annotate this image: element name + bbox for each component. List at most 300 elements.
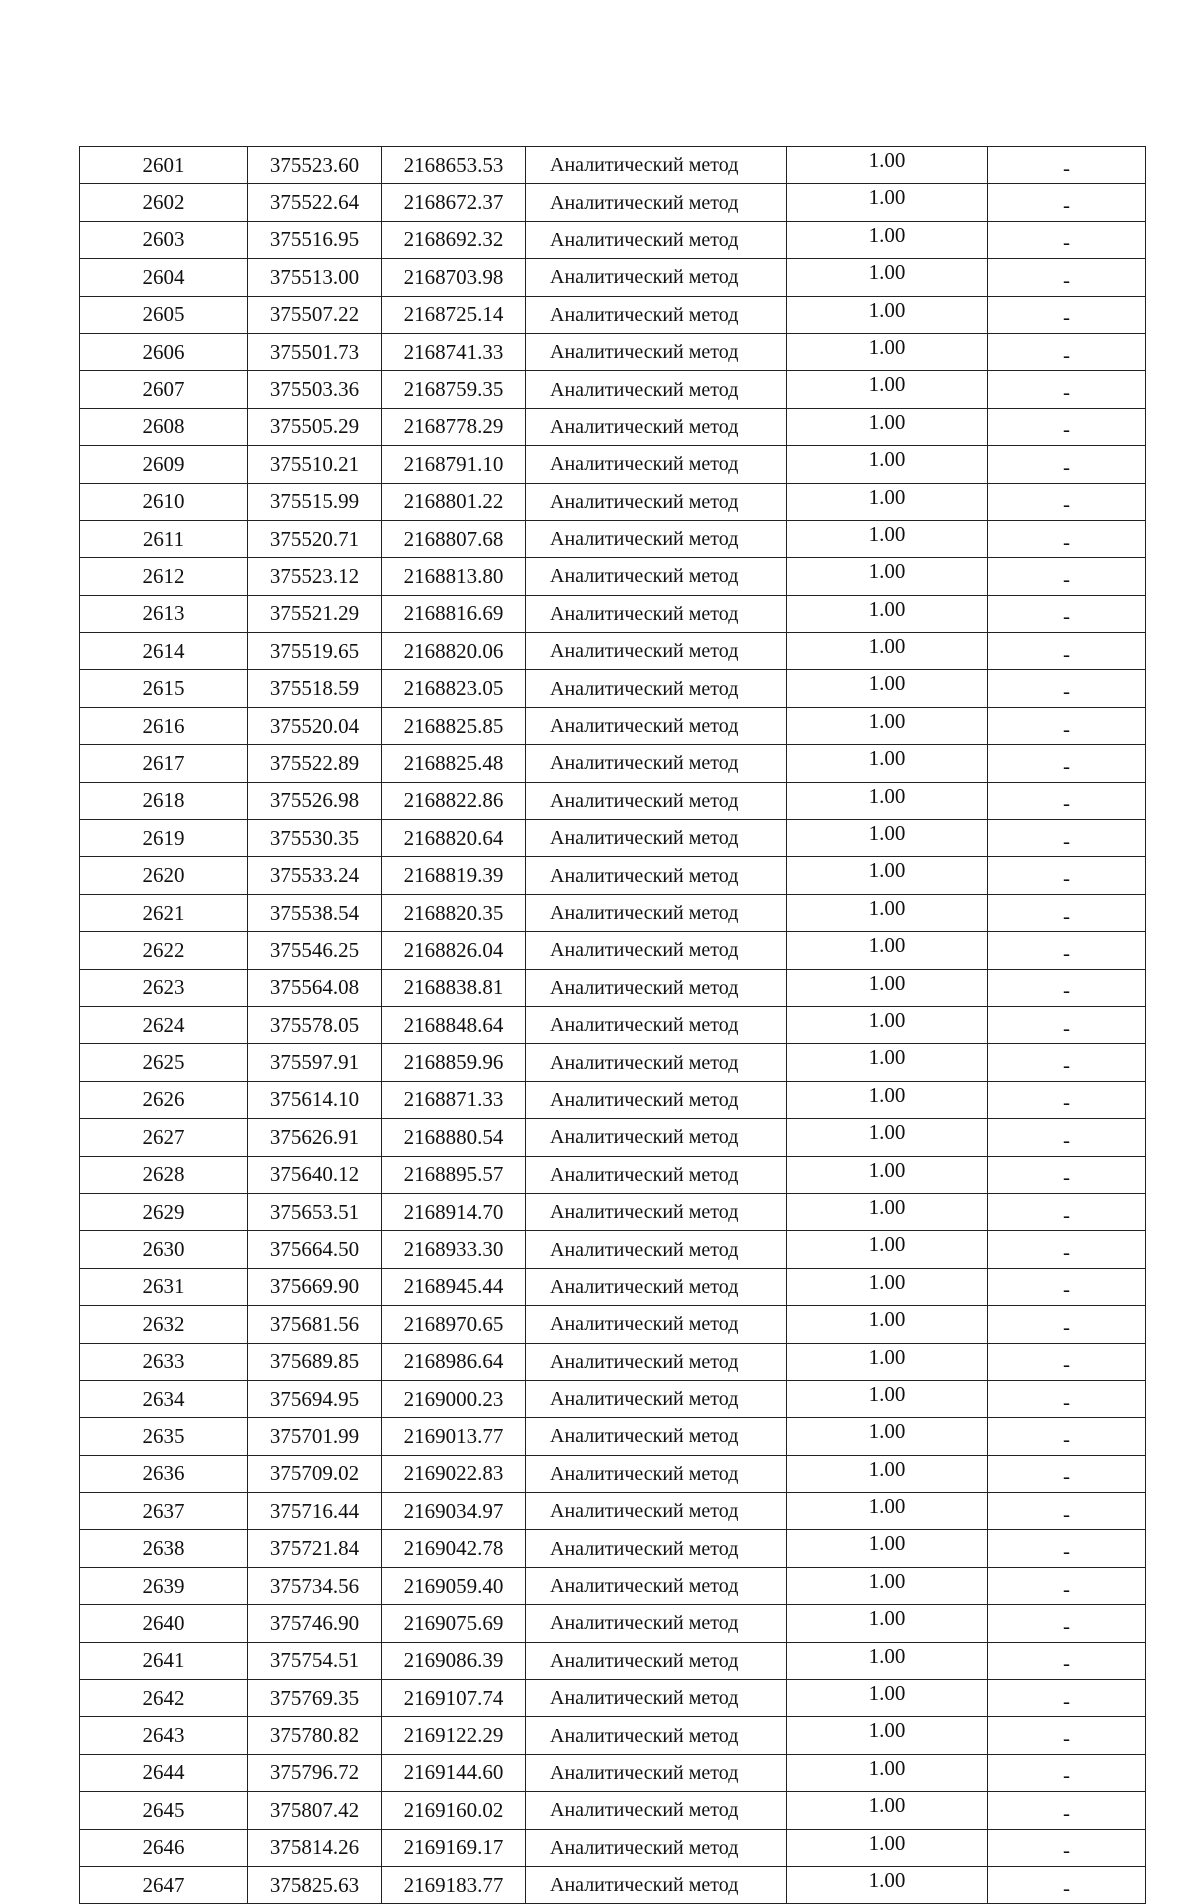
method-cell: Аналитический метод: [526, 1268, 787, 1305]
point-number-cell: 2638: [80, 1530, 248, 1567]
y-coordinate-cell: 2168820.35: [382, 894, 526, 931]
table-row: [80, 1006, 1146, 1043]
x-coordinate-cell: 375578.05: [248, 1006, 382, 1043]
y-coordinate-cell: 2169169.17: [382, 1829, 526, 1866]
x-coordinate-cell: 375701.99: [248, 1418, 382, 1455]
accuracy-cell: 1.00: [787, 1754, 988, 1791]
note-cell: -: [988, 745, 1146, 782]
note-cell: -: [988, 221, 1146, 258]
point-number-cell: 2632: [80, 1306, 248, 1343]
point-number-cell: 2612: [80, 558, 248, 595]
accuracy-cell: 1.00: [787, 1567, 988, 1604]
note-cell: -: [988, 184, 1146, 221]
x-coordinate-cell: 375564.08: [248, 969, 382, 1006]
x-coordinate-cell: 375597.91: [248, 1044, 382, 1081]
table-row: [80, 1680, 1146, 1717]
note-cell: -: [988, 1567, 1146, 1604]
note-cell: -: [988, 1829, 1146, 1866]
point-number-cell: 2611: [80, 520, 248, 557]
x-coordinate-cell: 375734.56: [248, 1567, 382, 1604]
table-row: [80, 1717, 1146, 1754]
note-cell: -: [988, 371, 1146, 408]
point-number-cell: 2631: [80, 1268, 248, 1305]
point-number-cell: 2620: [80, 857, 248, 894]
y-coordinate-cell: 2168813.80: [382, 558, 526, 595]
y-coordinate-cell: 2168986.64: [382, 1343, 526, 1380]
x-coordinate-cell: 375520.71: [248, 520, 382, 557]
x-coordinate-cell: 375518.59: [248, 670, 382, 707]
y-coordinate-cell: 2168933.30: [382, 1231, 526, 1268]
y-coordinate-cell: 2169059.40: [382, 1567, 526, 1604]
accuracy-cell: 1.00: [787, 1268, 988, 1305]
note-cell: -: [988, 820, 1146, 857]
method-cell: Аналитический метод: [526, 259, 787, 296]
y-coordinate-cell: 2168945.44: [382, 1268, 526, 1305]
note-cell: -: [988, 1343, 1146, 1380]
note-cell: -: [988, 558, 1146, 595]
x-coordinate-cell: 375530.35: [248, 820, 382, 857]
x-coordinate-cell: 375626.91: [248, 1119, 382, 1156]
accuracy-cell: 1.00: [787, 1044, 988, 1081]
accuracy-cell: 1.00: [787, 1866, 988, 1903]
method-cell: Аналитический метод: [526, 1530, 787, 1567]
note-cell: -: [988, 1306, 1146, 1343]
x-coordinate-cell: 375523.60: [248, 147, 382, 184]
method-cell: Аналитический метод: [526, 446, 787, 483]
table-row: [80, 595, 1146, 632]
x-coordinate-cell: 375746.90: [248, 1605, 382, 1642]
note-cell: -: [988, 857, 1146, 894]
accuracy-cell: 1.00: [787, 296, 988, 333]
y-coordinate-cell: 2168692.32: [382, 221, 526, 258]
x-coordinate-cell: 375516.95: [248, 221, 382, 258]
method-cell: Аналитический метод: [526, 1493, 787, 1530]
method-cell: Аналитический метод: [526, 595, 787, 632]
table-row: [80, 1455, 1146, 1492]
accuracy-cell: 1.00: [787, 483, 988, 520]
y-coordinate-cell: 2168825.85: [382, 707, 526, 744]
note-cell: -: [988, 1418, 1146, 1455]
table-row: [80, 1081, 1146, 1118]
method-cell: Аналитический метод: [526, 1193, 787, 1230]
method-cell: Аналитический метод: [526, 1156, 787, 1193]
note-cell: -: [988, 408, 1146, 445]
y-coordinate-cell: 2168871.33: [382, 1081, 526, 1118]
point-number-cell: 2619: [80, 820, 248, 857]
accuracy-cell: 1.00: [787, 371, 988, 408]
note-cell: -: [988, 1380, 1146, 1417]
accuracy-cell: 1.00: [787, 1343, 988, 1380]
note-cell: -: [988, 1493, 1146, 1530]
table-row: [80, 1530, 1146, 1567]
point-number-cell: 2606: [80, 333, 248, 370]
accuracy-cell: 1.00: [787, 1006, 988, 1043]
method-cell: Аналитический метод: [526, 408, 787, 445]
note-cell: -: [988, 1866, 1146, 1903]
method-cell: Аналитический метод: [526, 932, 787, 969]
method-cell: Аналитический метод: [526, 1343, 787, 1380]
accuracy-cell: 1.00: [787, 1455, 988, 1492]
x-coordinate-cell: 375523.12: [248, 558, 382, 595]
method-cell: Аналитический метод: [526, 1119, 787, 1156]
point-number-cell: 2629: [80, 1193, 248, 1230]
method-cell: Аналитический метод: [526, 1231, 787, 1268]
y-coordinate-cell: 2168778.29: [382, 408, 526, 445]
accuracy-cell: 1.00: [787, 1231, 988, 1268]
point-number-cell: 2640: [80, 1605, 248, 1642]
x-coordinate-cell: 375807.42: [248, 1792, 382, 1829]
table-row: [80, 633, 1146, 670]
method-cell: Аналитический метод: [526, 1829, 787, 1866]
method-cell: Аналитический метод: [526, 1792, 787, 1829]
accuracy-cell: 1.00: [787, 707, 988, 744]
table-row: [80, 1792, 1146, 1829]
method-cell: Аналитический метод: [526, 520, 787, 557]
accuracy-cell: 1.00: [787, 520, 988, 557]
point-number-cell: 2616: [80, 707, 248, 744]
point-number-cell: 2613: [80, 595, 248, 632]
note-cell: -: [988, 1006, 1146, 1043]
method-cell: Аналитический метод: [526, 782, 787, 819]
accuracy-cell: 1.00: [787, 1081, 988, 1118]
method-cell: Аналитический метод: [526, 820, 787, 857]
note-cell: -: [988, 147, 1146, 184]
y-coordinate-cell: 2168703.98: [382, 259, 526, 296]
accuracy-cell: 1.00: [787, 1493, 988, 1530]
note-cell: -: [988, 1680, 1146, 1717]
y-coordinate-cell: 2169086.39: [382, 1642, 526, 1679]
x-coordinate-cell: 375669.90: [248, 1268, 382, 1305]
table-row: [80, 446, 1146, 483]
accuracy-cell: 1.00: [787, 969, 988, 1006]
accuracy-cell: 1.00: [787, 932, 988, 969]
note-cell: -: [988, 446, 1146, 483]
y-coordinate-cell: 2168838.81: [382, 969, 526, 1006]
accuracy-cell: 1.00: [787, 1717, 988, 1754]
y-coordinate-cell: 2168816.69: [382, 595, 526, 632]
note-cell: -: [988, 1044, 1146, 1081]
method-cell: Аналитический метод: [526, 221, 787, 258]
note-cell: -: [988, 1231, 1146, 1268]
note-cell: -: [988, 1605, 1146, 1642]
note-cell: -: [988, 520, 1146, 557]
note-cell: -: [988, 707, 1146, 744]
method-cell: Аналитический метод: [526, 1081, 787, 1118]
x-coordinate-cell: 375709.02: [248, 1455, 382, 1492]
accuracy-cell: 1.00: [787, 670, 988, 707]
y-coordinate-cell: 2168970.65: [382, 1306, 526, 1343]
accuracy-cell: 1.00: [787, 1792, 988, 1829]
method-cell: Аналитический метод: [526, 483, 787, 520]
note-cell: -: [988, 894, 1146, 931]
method-cell: Аналитический метод: [526, 1006, 787, 1043]
method-cell: Аналитический метод: [526, 147, 787, 184]
accuracy-cell: 1.00: [787, 184, 988, 221]
note-cell: -: [988, 932, 1146, 969]
point-number-cell: 2628: [80, 1156, 248, 1193]
x-coordinate-cell: 375769.35: [248, 1680, 382, 1717]
method-cell: Аналитический метод: [526, 1306, 787, 1343]
y-coordinate-cell: 2169034.97: [382, 1493, 526, 1530]
point-number-cell: 2634: [80, 1380, 248, 1417]
y-coordinate-cell: 2168759.35: [382, 371, 526, 408]
y-coordinate-cell: 2168822.86: [382, 782, 526, 819]
y-coordinate-cell: 2168914.70: [382, 1193, 526, 1230]
method-cell: Аналитический метод: [526, 1642, 787, 1679]
method-cell: Аналитический метод: [526, 894, 787, 931]
point-number-cell: 2618: [80, 782, 248, 819]
table-row: [80, 670, 1146, 707]
table-row: [80, 1044, 1146, 1081]
point-number-cell: 2601: [80, 147, 248, 184]
y-coordinate-cell: 2168895.57: [382, 1156, 526, 1193]
point-number-cell: 2605: [80, 296, 248, 333]
table-row: [80, 1418, 1146, 1455]
table-row: [80, 894, 1146, 931]
y-coordinate-cell: 2169000.23: [382, 1380, 526, 1417]
method-cell: Аналитический метод: [526, 1455, 787, 1492]
table-row: [80, 1156, 1146, 1193]
accuracy-cell: 1.00: [787, 820, 988, 857]
y-coordinate-cell: 2168825.48: [382, 745, 526, 782]
accuracy-cell: 1.00: [787, 633, 988, 670]
x-coordinate-cell: 375533.24: [248, 857, 382, 894]
y-coordinate-cell: 2169075.69: [382, 1605, 526, 1642]
method-cell: Аналитический метод: [526, 184, 787, 221]
point-number-cell: 2645: [80, 1792, 248, 1829]
point-number-cell: 2643: [80, 1717, 248, 1754]
point-number-cell: 2607: [80, 371, 248, 408]
method-cell: Аналитический метод: [526, 1380, 787, 1417]
y-coordinate-cell: 2168823.05: [382, 670, 526, 707]
point-number-cell: 2647: [80, 1866, 248, 1903]
point-number-cell: 2630: [80, 1231, 248, 1268]
y-coordinate-cell: 2168880.54: [382, 1119, 526, 1156]
table-row: [80, 1343, 1146, 1380]
note-cell: -: [988, 1530, 1146, 1567]
x-coordinate-cell: 375640.12: [248, 1156, 382, 1193]
accuracy-cell: 1.00: [787, 857, 988, 894]
method-cell: Аналитический метод: [526, 969, 787, 1006]
accuracy-cell: 1.00: [787, 1156, 988, 1193]
y-coordinate-cell: 2169013.77: [382, 1418, 526, 1455]
note-cell: -: [988, 259, 1146, 296]
x-coordinate-cell: 375754.51: [248, 1642, 382, 1679]
y-coordinate-cell: 2168807.68: [382, 520, 526, 557]
point-number-cell: 2614: [80, 633, 248, 670]
method-cell: Аналитический метод: [526, 633, 787, 670]
y-coordinate-cell: 2168820.64: [382, 820, 526, 857]
table-row: [80, 520, 1146, 557]
point-number-cell: 2635: [80, 1418, 248, 1455]
x-coordinate-cell: 375689.85: [248, 1343, 382, 1380]
x-coordinate-cell: 375681.56: [248, 1306, 382, 1343]
table-row: [80, 1567, 1146, 1604]
point-number-cell: 2622: [80, 932, 248, 969]
note-cell: -: [988, 1792, 1146, 1829]
table-row: [80, 259, 1146, 296]
accuracy-cell: 1.00: [787, 1829, 988, 1866]
point-number-cell: 2608: [80, 408, 248, 445]
accuracy-cell: 1.00: [787, 894, 988, 931]
accuracy-cell: 1.00: [787, 259, 988, 296]
method-cell: Аналитический метод: [526, 1754, 787, 1791]
note-cell: -: [988, 1156, 1146, 1193]
table-row: [80, 1306, 1146, 1343]
note-cell: -: [988, 1193, 1146, 1230]
table-row: [80, 147, 1146, 184]
method-cell: Аналитический метод: [526, 1418, 787, 1455]
accuracy-cell: 1.00: [787, 1605, 988, 1642]
table-row: [80, 371, 1146, 408]
table-row: [80, 1754, 1146, 1791]
point-number-cell: 2644: [80, 1754, 248, 1791]
note-cell: -: [988, 333, 1146, 370]
x-coordinate-cell: 375510.21: [248, 446, 382, 483]
table-row: [80, 483, 1146, 520]
x-coordinate-cell: 375519.65: [248, 633, 382, 670]
note-cell: -: [988, 782, 1146, 819]
note-cell: -: [988, 1455, 1146, 1492]
point-number-cell: 2617: [80, 745, 248, 782]
accuracy-cell: 1.00: [787, 782, 988, 819]
table-row: [80, 932, 1146, 969]
x-coordinate-cell: 375522.89: [248, 745, 382, 782]
x-coordinate-cell: 375664.50: [248, 1231, 382, 1268]
method-cell: Аналитический метод: [526, 1866, 787, 1903]
table-row: [80, 221, 1146, 258]
accuracy-cell: 1.00: [787, 558, 988, 595]
table-row: [80, 782, 1146, 819]
table-row: [80, 969, 1146, 1006]
x-coordinate-cell: 375515.99: [248, 483, 382, 520]
point-number-cell: 2623: [80, 969, 248, 1006]
y-coordinate-cell: 2168801.22: [382, 483, 526, 520]
method-cell: Аналитический метод: [526, 1605, 787, 1642]
y-coordinate-cell: 2169183.77: [382, 1866, 526, 1903]
note-cell: -: [988, 296, 1146, 333]
table-row: [80, 408, 1146, 445]
x-coordinate-cell: 375796.72: [248, 1754, 382, 1791]
table-row: [80, 1493, 1146, 1530]
y-coordinate-cell: 2168820.06: [382, 633, 526, 670]
point-number-cell: 2621: [80, 894, 248, 931]
x-coordinate-cell: 375501.73: [248, 333, 382, 370]
point-number-cell: 2609: [80, 446, 248, 483]
method-cell: Аналитический метод: [526, 558, 787, 595]
x-coordinate-cell: 375507.22: [248, 296, 382, 333]
accuracy-cell: 1.00: [787, 595, 988, 632]
accuracy-cell: 1.00: [787, 147, 988, 184]
y-coordinate-cell: 2169122.29: [382, 1717, 526, 1754]
y-coordinate-cell: 2168819.39: [382, 857, 526, 894]
accuracy-cell: 1.00: [787, 745, 988, 782]
method-cell: Аналитический метод: [526, 1717, 787, 1754]
x-coordinate-cell: 375513.00: [248, 259, 382, 296]
y-coordinate-cell: 2168826.04: [382, 932, 526, 969]
method-cell: Аналитический метод: [526, 857, 787, 894]
table-row: [80, 296, 1146, 333]
point-number-cell: 2615: [80, 670, 248, 707]
accuracy-cell: 1.00: [787, 1119, 988, 1156]
x-coordinate-cell: 375721.84: [248, 1530, 382, 1567]
table-row: [80, 857, 1146, 894]
table-row: [80, 1119, 1146, 1156]
y-coordinate-cell: 2169042.78: [382, 1530, 526, 1567]
note-cell: -: [988, 1754, 1146, 1791]
point-number-cell: 2602: [80, 184, 248, 221]
point-number-cell: 2625: [80, 1044, 248, 1081]
y-coordinate-cell: 2168725.14: [382, 296, 526, 333]
note-cell: -: [988, 483, 1146, 520]
point-number-cell: 2639: [80, 1567, 248, 1604]
coordinates-table: [79, 146, 1146, 1904]
x-coordinate-cell: 375538.54: [248, 894, 382, 931]
y-coordinate-cell: 2168672.37: [382, 184, 526, 221]
note-cell: -: [988, 969, 1146, 1006]
point-number-cell: 2603: [80, 221, 248, 258]
method-cell: Аналитический метод: [526, 1044, 787, 1081]
table-row: [80, 745, 1146, 782]
y-coordinate-cell: 2168859.96: [382, 1044, 526, 1081]
x-coordinate-cell: 375825.63: [248, 1866, 382, 1903]
point-number-cell: 2624: [80, 1006, 248, 1043]
method-cell: Аналитический метод: [526, 707, 787, 744]
accuracy-cell: 1.00: [787, 1642, 988, 1679]
point-number-cell: 2604: [80, 259, 248, 296]
y-coordinate-cell: 2169022.83: [382, 1455, 526, 1492]
method-cell: Аналитический метод: [526, 333, 787, 370]
table-row: [80, 1829, 1146, 1866]
note-cell: -: [988, 1119, 1146, 1156]
x-coordinate-cell: 375520.04: [248, 707, 382, 744]
coordinates-table-body: [80, 147, 1146, 1904]
method-cell: Аналитический метод: [526, 296, 787, 333]
y-coordinate-cell: 2168653.53: [382, 147, 526, 184]
method-cell: Аналитический метод: [526, 371, 787, 408]
x-coordinate-cell: 375503.36: [248, 371, 382, 408]
table-row: [80, 1380, 1146, 1417]
point-number-cell: 2637: [80, 1493, 248, 1530]
x-coordinate-cell: 375653.51: [248, 1193, 382, 1230]
y-coordinate-cell: 2168848.64: [382, 1006, 526, 1043]
table-row: [80, 1268, 1146, 1305]
method-cell: Аналитический метод: [526, 670, 787, 707]
point-number-cell: 2610: [80, 483, 248, 520]
x-coordinate-cell: 375780.82: [248, 1717, 382, 1754]
point-number-cell: 2633: [80, 1343, 248, 1380]
y-coordinate-cell: 2169160.02: [382, 1792, 526, 1829]
x-coordinate-cell: 375614.10: [248, 1081, 382, 1118]
table-row: [80, 1866, 1146, 1903]
accuracy-cell: 1.00: [787, 1418, 988, 1455]
table-row: [80, 1193, 1146, 1230]
note-cell: -: [988, 633, 1146, 670]
x-coordinate-cell: 375546.25: [248, 932, 382, 969]
method-cell: Аналитический метод: [526, 1680, 787, 1717]
y-coordinate-cell: 2169107.74: [382, 1680, 526, 1717]
note-cell: -: [988, 1717, 1146, 1754]
accuracy-cell: 1.00: [787, 221, 988, 258]
table-row: [80, 1231, 1146, 1268]
accuracy-cell: 1.00: [787, 446, 988, 483]
x-coordinate-cell: 375694.95: [248, 1380, 382, 1417]
x-coordinate-cell: 375505.29: [248, 408, 382, 445]
note-cell: -: [988, 595, 1146, 632]
table-row: [80, 558, 1146, 595]
x-coordinate-cell: 375716.44: [248, 1493, 382, 1530]
accuracy-cell: 1.00: [787, 1680, 988, 1717]
